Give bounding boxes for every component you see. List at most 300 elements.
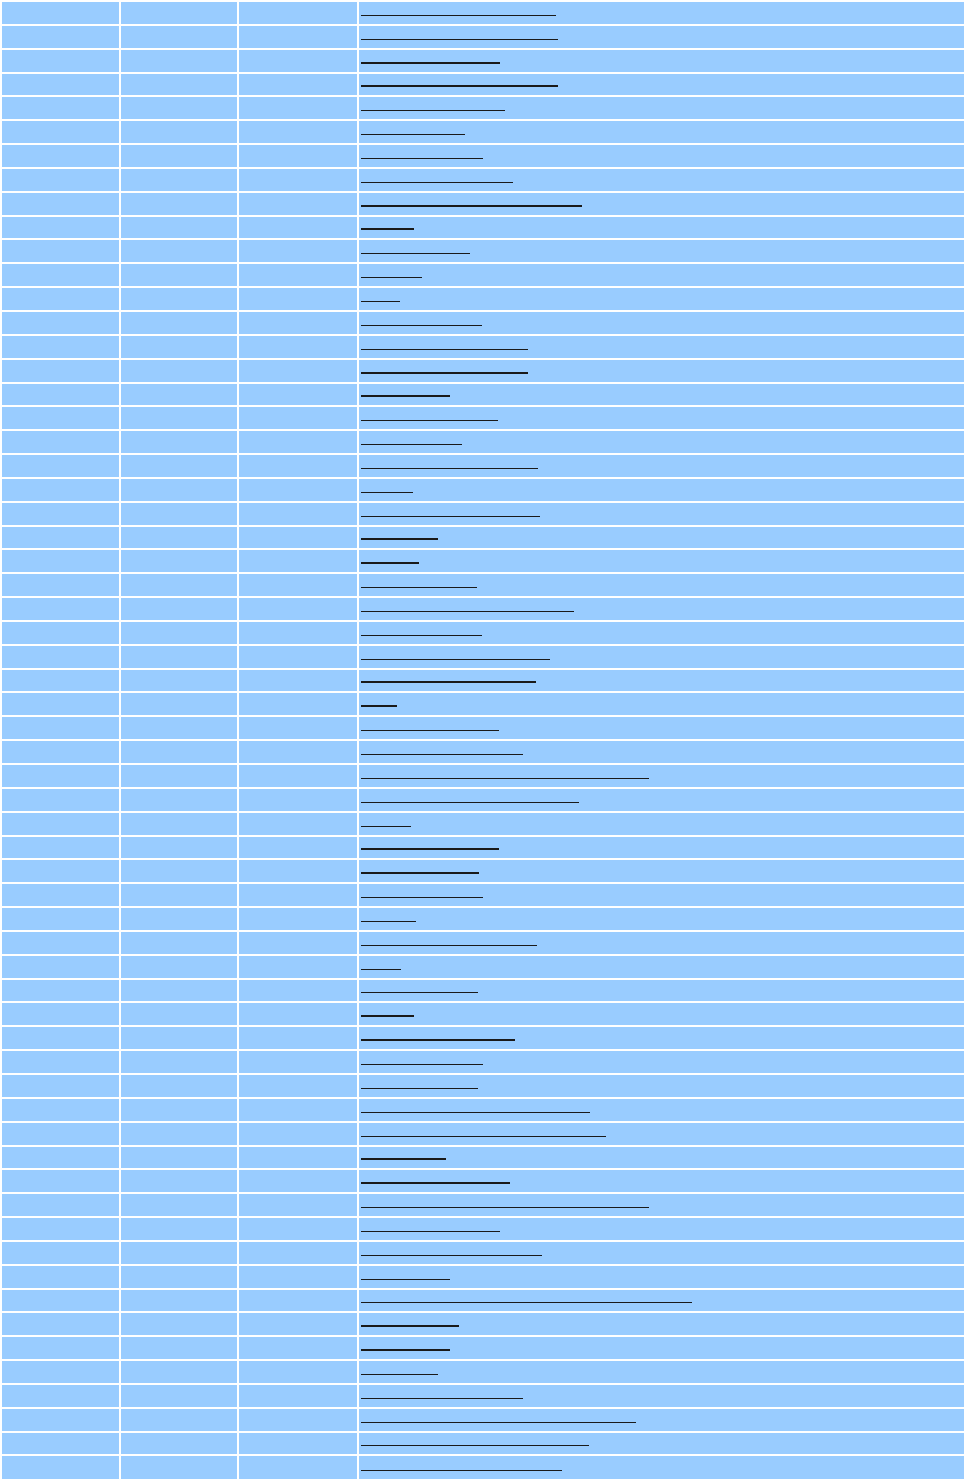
table-cell-col-2: [121, 908, 237, 930]
row-link[interactable]: [361, 1133, 606, 1137]
table-cell-col-3: [239, 550, 357, 572]
table-cell-col-4: [359, 74, 964, 96]
row-link[interactable]: [361, 702, 397, 707]
table-cell-col-2: [121, 884, 237, 906]
table-cell-col-3: [239, 1027, 357, 1049]
table-cell-col-1: [2, 336, 119, 358]
table-cell-col-2: [121, 646, 237, 668]
table-cell-col-4: [359, 813, 964, 835]
table-cell-col-1: [2, 2, 119, 24]
table-cell-col-2: [121, 1242, 237, 1264]
row-link[interactable]: [361, 417, 498, 421]
table-cell-col-3: [239, 956, 357, 978]
table-cell-col-3: [239, 217, 357, 239]
table-cell-col-3: [239, 1194, 357, 1216]
table-cell-col-2: [121, 1456, 237, 1479]
table-cell-col-1: [2, 26, 119, 48]
row-link[interactable]: [361, 845, 499, 850]
row-link[interactable]: [361, 298, 400, 302]
table-cell-col-3: [239, 670, 357, 692]
table-cell-col-1: [2, 1147, 119, 1169]
table-cell-col-3: [239, 97, 357, 119]
table-cell-col-1: [2, 1003, 119, 1025]
row-link[interactable]: [361, 1012, 414, 1017]
row-link[interactable]: [361, 727, 499, 731]
table-cell-col-2: [121, 860, 237, 882]
table-cell-col-3: [239, 193, 357, 215]
row-link[interactable]: [361, 131, 465, 135]
row-link[interactable]: [361, 1346, 450, 1351]
table-cell-col-3: [239, 479, 357, 501]
table-cell-col-2: [121, 1409, 237, 1431]
row-link[interactable]: [361, 632, 482, 636]
row-link[interactable]: [361, 1395, 523, 1399]
table-cell-col-4: [359, 240, 964, 262]
row-link[interactable]: [361, 1276, 450, 1280]
table-row: [2, 741, 964, 763]
table-cell-col-1: [2, 1290, 119, 1312]
table-cell-col-4: [359, 1313, 964, 1335]
table-cell-col-1: [2, 670, 119, 692]
table-cell-col-4: [359, 288, 964, 310]
table-cell-col-3: [239, 145, 357, 167]
table-cell-col-1: [2, 765, 119, 787]
table-row: [2, 240, 964, 262]
table-row: [2, 527, 964, 549]
table-cell-col-2: [121, 1433, 237, 1455]
table-cell-col-4: [359, 837, 964, 859]
table-cell-col-2: [121, 574, 237, 596]
table-cell-col-2: [121, 479, 237, 501]
table-cell-col-4: [359, 670, 964, 692]
table-cell-col-4: [359, 717, 964, 739]
row-link[interactable]: [361, 1036, 515, 1041]
table-row: [2, 1170, 964, 1192]
table-cell-col-1: [2, 1433, 119, 1455]
table-cell-col-4: [359, 26, 964, 48]
table-row: [2, 1266, 964, 1288]
table-cell-col-1: [2, 932, 119, 954]
table-cell-col-4: [359, 455, 964, 477]
table-cell-col-4: [359, 169, 964, 191]
table-cell-col-3: [239, 407, 357, 429]
table-cell-col-1: [2, 1099, 119, 1121]
table-cell-col-1: [2, 145, 119, 167]
row-link[interactable]: [361, 12, 556, 16]
table-cell-col-3: [239, 121, 357, 143]
table-row: [2, 1051, 964, 1073]
row-link[interactable]: [361, 1371, 438, 1375]
table-cell-col-1: [2, 956, 119, 978]
table-cell-col-2: [121, 264, 237, 286]
row-link[interactable]: [361, 441, 462, 445]
row-link[interactable]: [361, 346, 528, 350]
table-cell-col-3: [239, 1123, 357, 1145]
table-cell-col-4: [359, 860, 964, 882]
table-cell-col-4: [359, 336, 964, 358]
row-link[interactable]: [361, 1299, 692, 1303]
row-link[interactable]: [361, 869, 479, 874]
table-cell-col-1: [2, 1075, 119, 1097]
table-cell-col-1: [2, 1385, 119, 1407]
table-cell-col-3: [239, 336, 357, 358]
table-cell-col-2: [121, 121, 237, 143]
table-cell-col-4: [359, 1194, 964, 1216]
table-cell-col-1: [2, 1409, 119, 1431]
table-cell-col-1: [2, 1218, 119, 1240]
row-link[interactable]: [361, 894, 483, 898]
table-cell-col-3: [239, 765, 357, 787]
table-cell-col-1: [2, 646, 119, 668]
table-cell-col-3: [239, 1242, 357, 1264]
table-cell-col-4: [359, 550, 964, 572]
table-row: [2, 264, 964, 286]
row-link[interactable]: [361, 369, 528, 374]
table-cell-col-4: [359, 646, 964, 668]
table-cell-col-4: [359, 693, 964, 715]
row-link[interactable]: [361, 225, 414, 230]
table-cell-col-1: [2, 527, 119, 549]
row-link[interactable]: [361, 678, 536, 683]
table-cell-col-3: [239, 1385, 357, 1407]
table-row: [2, 1456, 964, 1479]
table-cell-col-1: [2, 1170, 119, 1192]
table-cell-col-2: [121, 980, 237, 1002]
table-cell-col-1: [2, 693, 119, 715]
row-link[interactable]: [361, 1204, 649, 1208]
table-cell-col-2: [121, 813, 237, 835]
table-cell-col-3: [239, 288, 357, 310]
table-cell-col-2: [121, 240, 237, 262]
table-cell-col-4: [359, 527, 964, 549]
table-cell-col-1: [2, 1337, 119, 1359]
table-cell-col-1: [2, 50, 119, 72]
table-row: [2, 622, 964, 644]
table-row: [2, 1385, 964, 1407]
row-link[interactable]: [361, 656, 550, 660]
table-cell-col-3: [239, 860, 357, 882]
table-cell-col-3: [239, 622, 357, 644]
table-cell-col-2: [121, 789, 237, 811]
table-cell-col-2: [121, 26, 237, 48]
row-link[interactable]: [361, 1442, 589, 1446]
table-cell-col-4: [359, 1266, 964, 1288]
row-link[interactable]: [361, 1467, 562, 1471]
table-cell-col-1: [2, 741, 119, 763]
row-link[interactable]: [361, 1252, 542, 1256]
table-cell-col-4: [359, 1123, 964, 1145]
table-row: [2, 956, 964, 978]
table-cell-col-2: [121, 312, 237, 334]
table-row: [2, 312, 964, 334]
table-row: [2, 980, 964, 1002]
table-cell-col-4: [359, 884, 964, 906]
table-cell-col-3: [239, 1409, 357, 1431]
row-link[interactable]: [361, 584, 477, 588]
table-cell-col-4: [359, 1099, 964, 1121]
table-cell-col-2: [121, 97, 237, 119]
row-link[interactable]: [361, 465, 538, 469]
table-cell-col-4: [359, 407, 964, 429]
row-link[interactable]: [361, 799, 579, 803]
table-cell-col-3: [239, 646, 357, 668]
table-row: [2, 431, 964, 453]
row-link[interactable]: [361, 322, 482, 326]
table-cell-col-4: [359, 97, 964, 119]
table-cell-col-4: [359, 980, 964, 1002]
table-cell-col-2: [121, 598, 237, 620]
table-cell-col-2: [121, 2, 237, 24]
table-cell-col-2: [121, 384, 237, 406]
table-cell-col-1: [2, 97, 119, 119]
table-cell-col-3: [239, 1003, 357, 1025]
row-link[interactable]: [361, 489, 413, 493]
row-link[interactable]: [361, 775, 649, 779]
row-link[interactable]: [361, 1085, 478, 1089]
table-cell-col-1: [2, 503, 119, 525]
table-cell-col-2: [121, 1147, 237, 1169]
row-link[interactable]: [361, 274, 422, 278]
row-link[interactable]: [361, 1155, 446, 1160]
table-cell-col-3: [239, 1099, 357, 1121]
row-link[interactable]: [361, 1061, 483, 1065]
table-cell-col-4: [359, 503, 964, 525]
table-cell-col-4: [359, 193, 964, 215]
table-cell-col-1: [2, 1123, 119, 1145]
table-cell-col-4: [359, 765, 964, 787]
table-cell-col-1: [2, 74, 119, 96]
table-row: [2, 74, 964, 96]
table-cell-col-3: [239, 26, 357, 48]
table-row: [2, 288, 964, 310]
table-cell-col-1: [2, 860, 119, 882]
table-cell-col-3: [239, 598, 357, 620]
table-cell-col-1: [2, 1456, 119, 1479]
table-row: [2, 1337, 964, 1359]
table-cell-col-4: [359, 1170, 964, 1192]
table-row: [2, 217, 964, 239]
table-cell-col-4: [359, 574, 964, 596]
row-link[interactable]: [361, 1228, 500, 1232]
table-cell-col-3: [239, 74, 357, 96]
row-link[interactable]: [361, 559, 419, 564]
table-row: [2, 1003, 964, 1025]
table-cell-col-4: [359, 1027, 964, 1049]
table-cell-col-3: [239, 574, 357, 596]
table-cell-col-2: [121, 932, 237, 954]
row-link[interactable]: [361, 535, 438, 540]
table-cell-col-3: [239, 1313, 357, 1335]
table-cell-col-4: [359, 50, 964, 72]
table-cell-col-1: [2, 288, 119, 310]
table-cell-col-4: [359, 622, 964, 644]
table-cell-col-2: [121, 717, 237, 739]
row-link[interactable]: [361, 751, 523, 755]
table-cell-col-3: [239, 384, 357, 406]
table-cell-col-1: [2, 598, 119, 620]
table-row: [2, 670, 964, 692]
table-row: [2, 97, 964, 119]
row-link[interactable]: [361, 942, 537, 946]
table-cell-col-4: [359, 1409, 964, 1431]
table-cell-col-1: [2, 550, 119, 572]
table-row: [2, 407, 964, 429]
table-cell-col-4: [359, 1003, 964, 1025]
table-cell-col-1: [2, 455, 119, 477]
table-cell-col-3: [239, 693, 357, 715]
table-cell-col-2: [121, 431, 237, 453]
table-cell-col-4: [359, 1290, 964, 1312]
table-cell-col-4: [359, 312, 964, 334]
table-cell-col-1: [2, 837, 119, 859]
row-link[interactable]: [361, 1179, 510, 1184]
table-row: [2, 1433, 964, 1455]
table-cell-col-4: [359, 789, 964, 811]
row-link[interactable]: [361, 179, 513, 183]
row-link[interactable]: [361, 966, 401, 970]
table-cell-col-4: [359, 741, 964, 763]
row-link[interactable]: [361, 608, 574, 612]
table-cell-col-3: [239, 1290, 357, 1312]
table-cell-col-2: [121, 622, 237, 644]
table-row: [2, 1218, 964, 1240]
row-link[interactable]: [361, 107, 505, 111]
table-cell-col-2: [121, 217, 237, 239]
table-cell-col-2: [121, 670, 237, 692]
table-cell-col-4: [359, 1147, 964, 1169]
table-cell-col-3: [239, 813, 357, 835]
table-cell-col-1: [2, 622, 119, 644]
table-row: [2, 193, 964, 215]
row-link[interactable]: [361, 1419, 636, 1423]
table-cell-col-1: [2, 884, 119, 906]
row-link[interactable]: [361, 918, 416, 922]
table-cell-col-2: [121, 1290, 237, 1312]
table-cell-col-4: [359, 908, 964, 930]
table-cell-col-4: [359, 1385, 964, 1407]
table-row: [2, 479, 964, 501]
row-link[interactable]: [361, 1322, 459, 1327]
table-cell-col-3: [239, 908, 357, 930]
table-cell-col-2: [121, 145, 237, 167]
table-cell-col-3: [239, 1147, 357, 1169]
table-row: [2, 550, 964, 572]
table-cell-col-1: [2, 1194, 119, 1216]
table-cell-col-3: [239, 837, 357, 859]
table-cell-col-2: [121, 1099, 237, 1121]
table-cell-col-1: [2, 1361, 119, 1383]
table-cell-col-2: [121, 1361, 237, 1383]
table-cell-col-4: [359, 598, 964, 620]
table-cell-col-1: [2, 980, 119, 1002]
table-row: [2, 1123, 964, 1145]
table-cell-col-3: [239, 1075, 357, 1097]
table-cell-col-1: [2, 360, 119, 382]
table-cell-col-1: [2, 1242, 119, 1264]
row-link[interactable]: [361, 989, 478, 993]
table-cell-col-2: [121, 1170, 237, 1192]
table-cell-col-3: [239, 1337, 357, 1359]
table-cell-col-4: [359, 956, 964, 978]
table-cell-col-3: [239, 1361, 357, 1383]
table-cell-col-1: [2, 908, 119, 930]
table-cell-col-2: [121, 550, 237, 572]
table-cell-col-2: [121, 169, 237, 191]
table-cell-col-3: [239, 741, 357, 763]
table-row: [2, 1409, 964, 1431]
table-cell-col-3: [239, 1456, 357, 1479]
table-cell-col-2: [121, 527, 237, 549]
table-row: [2, 1313, 964, 1335]
row-link[interactable]: [361, 250, 470, 254]
table-row: [2, 145, 964, 167]
table-row: [2, 1290, 964, 1312]
table-row: [2, 860, 964, 882]
table-cell-col-4: [359, 1242, 964, 1264]
row-link[interactable]: [361, 392, 450, 397]
table-cell-col-1: [2, 1051, 119, 1073]
table-body: [2, 2, 964, 1479]
table-cell-col-3: [239, 431, 357, 453]
table-row: [2, 1147, 964, 1169]
table-cell-col-2: [121, 50, 237, 72]
row-link[interactable]: [361, 823, 411, 827]
table-cell-col-2: [121, 455, 237, 477]
table-cell-col-2: [121, 956, 237, 978]
row-link[interactable]: [361, 59, 500, 64]
table-cell-col-2: [121, 193, 237, 215]
table-cell-col-2: [121, 1266, 237, 1288]
table-cell-col-3: [239, 264, 357, 286]
table-cell-col-3: [239, 1218, 357, 1240]
table-row: [2, 789, 964, 811]
table-cell-col-4: [359, 264, 964, 286]
table-cell-col-2: [121, 288, 237, 310]
table-row: [2, 574, 964, 596]
table-row: [2, 384, 964, 406]
table-cell-col-3: [239, 169, 357, 191]
table-row: [2, 50, 964, 72]
row-link[interactable]: [361, 36, 558, 40]
table-cell-col-2: [121, 765, 237, 787]
row-link[interactable]: [361, 155, 483, 159]
table-cell-col-3: [239, 455, 357, 477]
table-cell-col-4: [359, 1361, 964, 1383]
table-cell-col-2: [121, 503, 237, 525]
table-cell-col-4: [359, 1337, 964, 1359]
table-cell-col-4: [359, 1051, 964, 1073]
table-cell-col-4: [359, 145, 964, 167]
table-cell-col-2: [121, 741, 237, 763]
table-cell-col-3: [239, 789, 357, 811]
table-cell-col-2: [121, 1337, 237, 1359]
table-row: [2, 598, 964, 620]
table-row: [2, 1075, 964, 1097]
table-cell-col-3: [239, 240, 357, 262]
table-cell-col-2: [121, 74, 237, 96]
table-cell-col-1: [2, 431, 119, 453]
table-cell-col-1: [2, 813, 119, 835]
table-cell-col-3: [239, 932, 357, 954]
table-cell-col-4: [359, 360, 964, 382]
row-link[interactable]: [361, 82, 558, 87]
row-link[interactable]: [361, 513, 540, 517]
table-row: [2, 503, 964, 525]
table-cell-col-3: [239, 503, 357, 525]
table-cell-col-4: [359, 1433, 964, 1455]
row-link[interactable]: [361, 202, 582, 207]
row-link[interactable]: [361, 1109, 590, 1113]
